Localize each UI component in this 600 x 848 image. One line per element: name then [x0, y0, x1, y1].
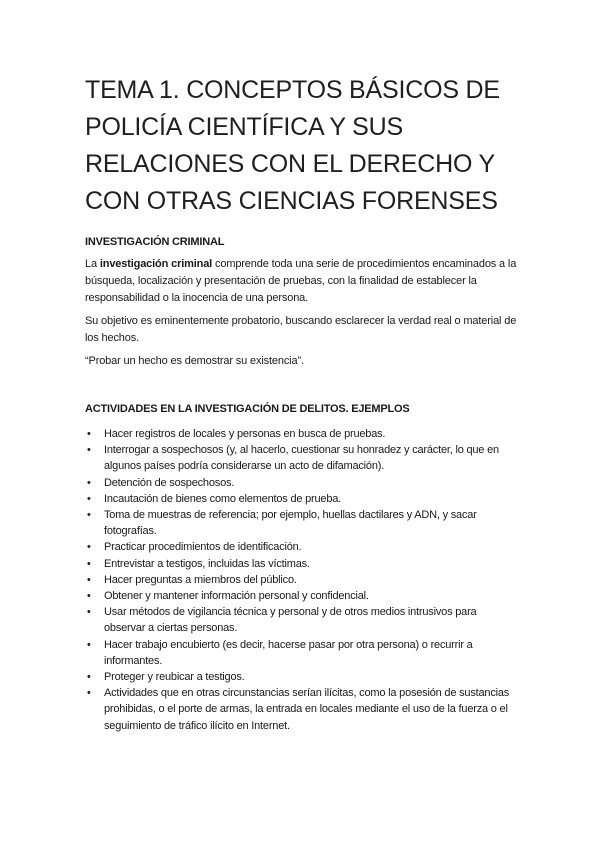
- paragraph-definition: [85, 256, 517, 307]
- list-item: [85, 442, 520, 474]
- bullet-icon: •: [87, 428, 91, 440]
- bullet-icon: •: [87, 573, 91, 586]
- list-item-text: Actividades que en otras circunstancias serían ilícitas, como la posesión de sustancias prohibidas, o el porte de armas, la entrada en locales mediante el uso de la fuerza o el seguimiento de tráfico ilícito en Internet.: [104, 687, 510, 732]
- list-item-text: Proteger y reubicar a testigos.: [104, 671, 245, 684]
- list-item-text: Usar métodos de vigilancia técnica y personal y de otros medios intrusivos para observar a ciertas personas.: [104, 606, 477, 635]
- list-item-text: Practicar procedimientos de identificación.: [104, 541, 302, 554]
- list-item: [85, 685, 520, 734]
- section-heading-actividades: ACTIVIDADES EN LA INVESTIGACIÓN DE DELITOS. EJEMPLOS: [85, 403, 410, 415]
- paragraph-quote: “Probar un hecho es demostrar su existencia”.: [85, 355, 304, 367]
- list-item: [85, 491, 520, 507]
- list-item: [85, 637, 520, 669]
- definition-prefix: La: [85, 258, 100, 270]
- list-item: [85, 572, 520, 588]
- list-item-text: Hacer trabajo encubierto (es decir, hacerse pasar por otra persona) o recurrir a informantes.: [104, 638, 473, 667]
- list-item: [85, 556, 520, 572]
- bullet-icon: •: [87, 671, 91, 684]
- list-item: [85, 426, 520, 442]
- list-item: [85, 604, 520, 636]
- bullet-icon: •: [87, 590, 91, 603]
- list-item-text: Detención de sospechosos.: [104, 476, 235, 489]
- definition-term: investigación criminal: [99, 258, 213, 270]
- list-item: [85, 669, 520, 685]
- document-title: TEMA 1. CONCEPTOS BÁSICOS DE POLICÍA CIENTÍFICA Y SUS RELACIONES CON EL DERECHO Y CON OTRAS CIENCIAS FORENSES: [85, 76, 500, 215]
- bullet-icon: •: [87, 606, 91, 619]
- bullet-icon: •: [87, 557, 91, 570]
- list-item: [85, 539, 520, 555]
- activities-list: [85, 426, 520, 734]
- list-item-text: Toma de muestras de referencia; por ejemplo, huellas dactilares y ADN, y sacar fotografías.: [104, 509, 477, 538]
- definition-text: comprende toda una serie de procedimientos encaminados a la búsqueda, localización y presentación de pruebas, con la finalidad de establecer la responsabilidad o la inocencia de una persona.: [85, 258, 517, 304]
- list-item-text: Hacer registros de locales y personas en busca de pruebas.: [104, 428, 386, 440]
- list-item-text: Interrogar a sospechosos (y, al hacerlo, cuestionar su honradez y carácter, lo que en algunos países podría considerarse un acto de difamación).: [104, 444, 499, 473]
- bullet-icon: •: [87, 541, 91, 554]
- list-item-text: Hacer preguntas a miembros del público.: [104, 573, 297, 586]
- bullet-icon: •: [87, 492, 91, 505]
- bullet-icon: •: [87, 444, 91, 457]
- bullet-icon: •: [87, 476, 91, 489]
- list-item-text: Incautación de bienes como elementos de prueba.: [104, 492, 342, 505]
- list-item-text: Obtener y mantener información personal y confidencial.: [104, 590, 369, 603]
- paragraph-objective: Su objetivo es eminentemente probatorio, buscando esclarecer la verdad real o material de los hechos.: [85, 315, 517, 344]
- section-heading-investigacion-criminal: INVESTIGACIÓN CRIMINAL: [85, 236, 225, 248]
- bullet-icon: •: [87, 509, 91, 522]
- list-item: [85, 507, 520, 539]
- bullet-icon: •: [87, 638, 91, 651]
- list-item-text: Entrevistar a testigos, incluidas las víctimas.: [104, 557, 310, 570]
- list-item: [85, 588, 520, 604]
- bullet-icon: •: [87, 687, 91, 700]
- list-item: [85, 475, 520, 491]
